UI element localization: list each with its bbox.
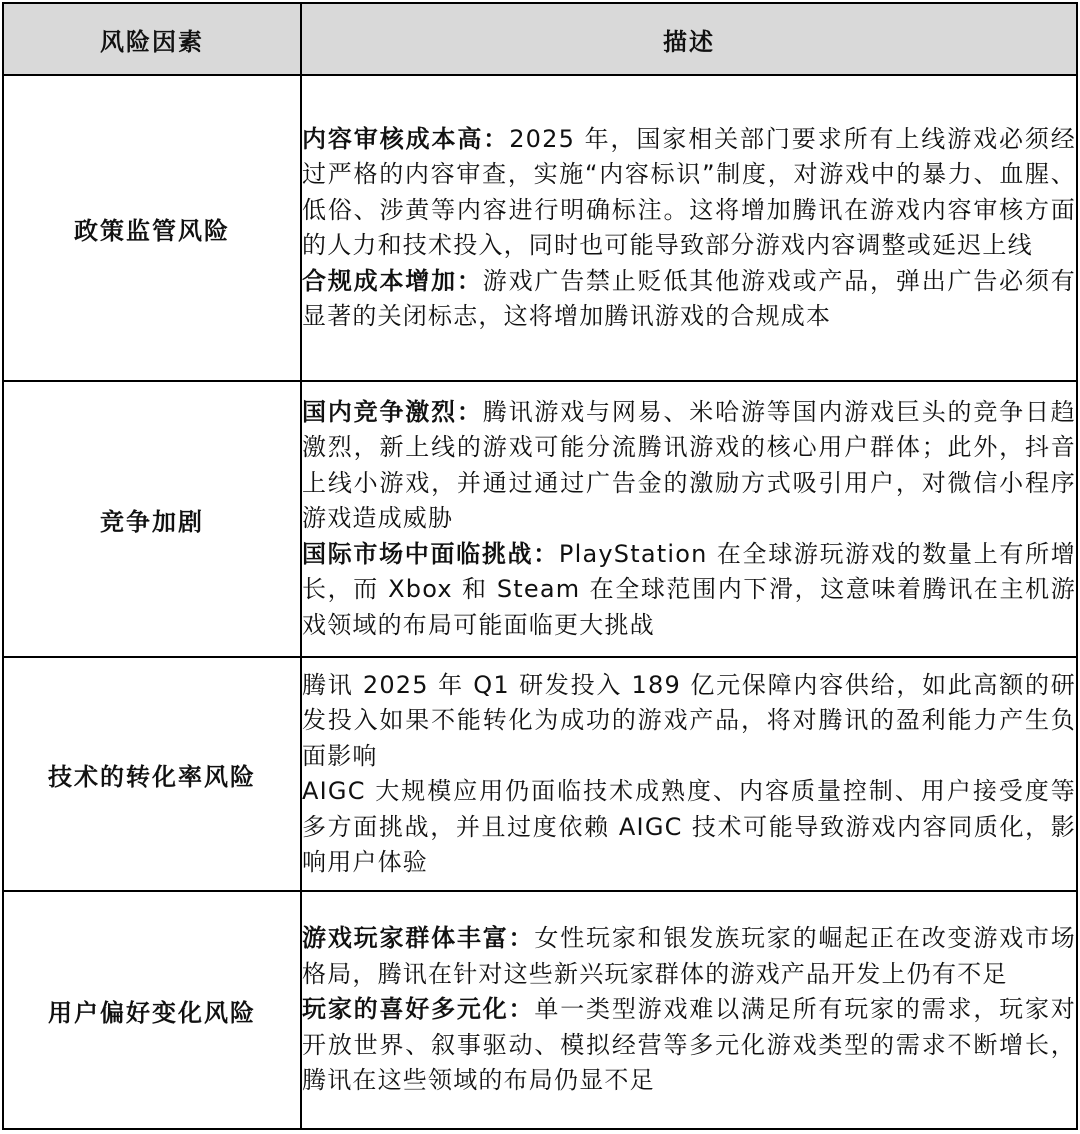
- paragraph-text: 女性玩家和银发族玩家的崛起正在改变游戏市场格局，腾讯在针对这些新兴玩家群体的游戏产品开发上仍有不足: [302, 924, 1076, 988]
- table-row: [3, 381, 1077, 657]
- paragraph-lead: 国际市场中面临挑战：: [302, 539, 559, 568]
- risk-description: [301, 891, 1077, 1129]
- paragraph-text: AIGC 大规模应用仍面临技术成熟度、内容质量控制、用户接受度等多方面挑战，并且过度依赖 AIGC 技术可能导致游戏内容同质化，影响用户体验: [302, 777, 1076, 876]
- paragraph-lead: 游戏玩家群体丰富：: [302, 924, 535, 953]
- table-row: [3, 75, 1077, 381]
- description-paragraph: [302, 668, 1076, 775]
- risk-description: [301, 657, 1077, 891]
- paragraph-text: 腾讯 2025 年 Q1 研发投入 189 亿元保障内容供给，如此高额的研发投入如果不能转化为成功的游戏产品，将对腾讯的盈利能力产生负面影响: [302, 670, 1076, 770]
- risk-description: [301, 381, 1077, 657]
- paragraph-lead: 内容审核成本高：: [302, 124, 510, 153]
- paragraph-text: 2025 年，国家相关部门要求所有上线游戏必须经过严格的内容审查，实施“内容标识”制度，对游戏中的暴力、血腥、低俗、涉黄等内容进行明确标注。这将增加腾讯在游戏内容审核方面的人力和技术投入，同时也可能导致部分游戏内容调整或延迟上线: [302, 124, 1076, 259]
- table-row: [3, 657, 1077, 891]
- risk-factor-name: 技术的转化率风险: [3, 657, 301, 891]
- risk-factor-name: 竞争加剧: [3, 381, 301, 657]
- description-paragraph: [302, 395, 1076, 537]
- table-header-row: [3, 3, 1077, 75]
- description-paragraph: [302, 122, 1076, 264]
- table-row: [3, 891, 1077, 1129]
- risk-factor-name: 用户偏好变化风险: [3, 891, 301, 1129]
- description-paragraph: [302, 921, 1076, 992]
- paragraph-lead: 玩家的喜好多元化：: [302, 995, 535, 1024]
- paragraph-text: 腾讯游戏与网易、米哈游等国内游戏巨头的竞争日趋激烈，新上线的游戏可能分流腾讯游戏的核心用户群体；此外，抖音上线小游戏，并通过通过广告金的激励方式吸引用户，对微信小程序游戏造成威胁: [302, 397, 1076, 533]
- description-paragraph: [302, 774, 1076, 881]
- paragraph-text: PlayStation 在全球游玩游戏的数量上有所增长，而 Xbox 和 Steam 在全球范围内下滑，这意味着腾讯在主机游戏领域的布局可能面临更大挑战: [302, 539, 1077, 639]
- description-paragraph: [302, 992, 1076, 1099]
- description-paragraph: [302, 537, 1076, 644]
- paragraph-lead: 合规成本增加：: [302, 266, 483, 295]
- risk-factors-table: [2, 2, 1078, 1130]
- header-factor: 风险因素: [3, 3, 301, 75]
- paragraph-text: 单一类型游戏难以满足所有玩家的需求，玩家对开放世界、叙事驱动、模拟经营等多元化游戏类型的需求不断增长，腾讯在这些领域的布局仍显不足: [302, 995, 1076, 1095]
- risk-description: [301, 75, 1077, 381]
- description-paragraph: [302, 264, 1076, 335]
- paragraph-lead: 国内竞争激烈：: [302, 397, 483, 426]
- header-description: 描述: [301, 3, 1077, 75]
- risk-factor-name: 政策监管风险: [3, 75, 301, 381]
- paragraph-text: 游戏广告禁止贬低其他游戏或产品，弹出广告必须有显著的关闭标志，这将增加腾讯游戏的合规成本: [302, 266, 1076, 330]
